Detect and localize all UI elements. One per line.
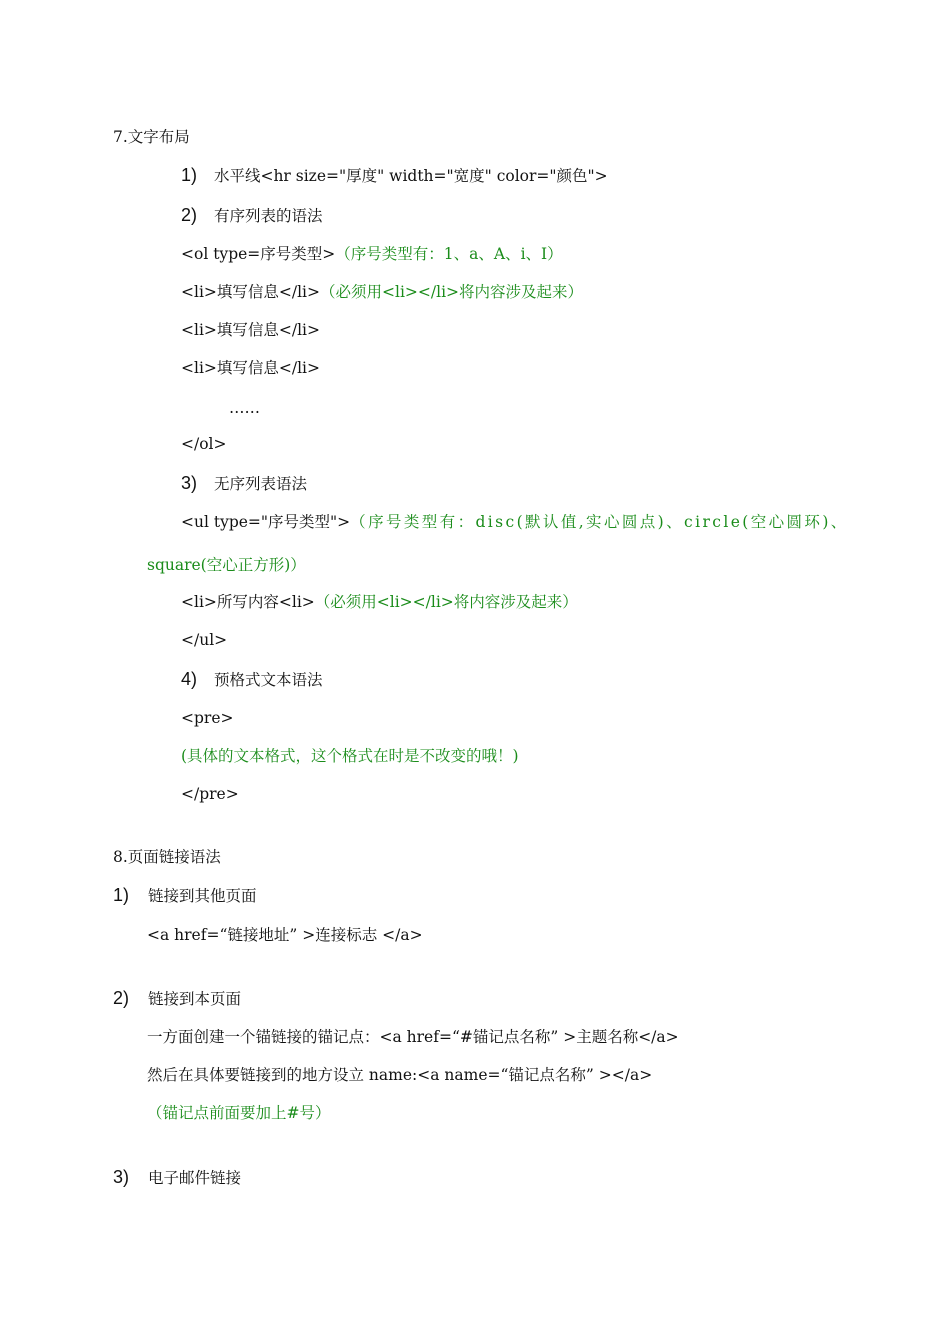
list-item-4 (181, 669, 322, 690)
anchor-line-2: 然后在具体要链接到的地方设立 name:<a name=“锚记点名称” ></a> (147, 1066, 653, 1084)
note-text: （必须用<li></li>将内容涉及起来） (314, 593, 578, 611)
note-text: （序号类型有：1、a、A、ⅰ、Ⅰ） (335, 245, 563, 263)
list-item-3 (181, 473, 307, 494)
ol-close-line: </ol> (181, 435, 227, 453)
anchor-note: （锚记点前面要加上#号） (147, 1104, 331, 1122)
code-text: <li>填写信息</li> (181, 283, 321, 301)
link-item-2 (113, 988, 241, 1009)
item-text: 电子邮件链接 (147, 1169, 241, 1187)
item-text: 无序列表语法 (213, 475, 307, 493)
ol-open-line (181, 244, 563, 264)
ellipsis: …… (229, 399, 260, 417)
anchor-line-1: 一方面创建一个锚链接的锚记点：<a href=“#锚记点名称” >主题名称</a> (147, 1028, 679, 1046)
code-text: <ol type=序号类型> (181, 245, 336, 263)
section-7-heading: 7.文字布局 (113, 128, 190, 146)
link-example: <a href=“链接地址” >连接标志 </a> (147, 926, 423, 944)
li-line-1 (181, 282, 583, 302)
li-line-2: <li>填写信息</li> (181, 321, 321, 339)
item-number: 3) (113, 1167, 130, 1187)
item-number: 2) (181, 205, 198, 225)
link-item-1 (113, 885, 256, 906)
note-text: （必须用<li></li>将内容涉及起来） (320, 283, 584, 301)
item-number: 3) (181, 473, 198, 493)
ul-li-line (181, 592, 578, 612)
section-8-heading: 8.页面链接语法 (113, 848, 221, 866)
ul-open-line (181, 512, 849, 532)
item-text: 有序列表的语法 (213, 207, 323, 225)
pre-note: (具体的文本格式，这个格式在时是不改变的哦！) (181, 747, 519, 765)
item-text: 链接到本页面 (147, 990, 241, 1008)
code-text: <li>所写内容<li> (181, 593, 315, 611)
pre-close-line: </pre> (181, 785, 239, 803)
list-item-2 (181, 205, 322, 226)
item-number: 2) (113, 988, 130, 1008)
item-number: 1) (113, 885, 130, 905)
link-item-3 (113, 1167, 241, 1188)
item-text: 水平线<hr size="厚度" width="宽度" color="颜色"> (213, 167, 608, 185)
list-item-1 (181, 165, 608, 186)
note-text: （序号类型有：disc(默认值,实心圆点)、circle(空心圆环)、 (350, 513, 849, 531)
item-number: 4) (181, 669, 198, 689)
pre-open-line: <pre> (181, 709, 234, 727)
item-number: 1) (181, 165, 198, 185)
li-line-3: <li>填写信息</li> (181, 359, 321, 377)
ul-close-line: </ul> (181, 631, 228, 649)
ul-note-continued: square(空心正方形)） (147, 556, 306, 574)
item-text: 链接到其他页面 (147, 887, 257, 905)
item-text: 预格式文本语法 (213, 671, 323, 689)
code-text: <ul type="序号类型"> (181, 513, 351, 531)
